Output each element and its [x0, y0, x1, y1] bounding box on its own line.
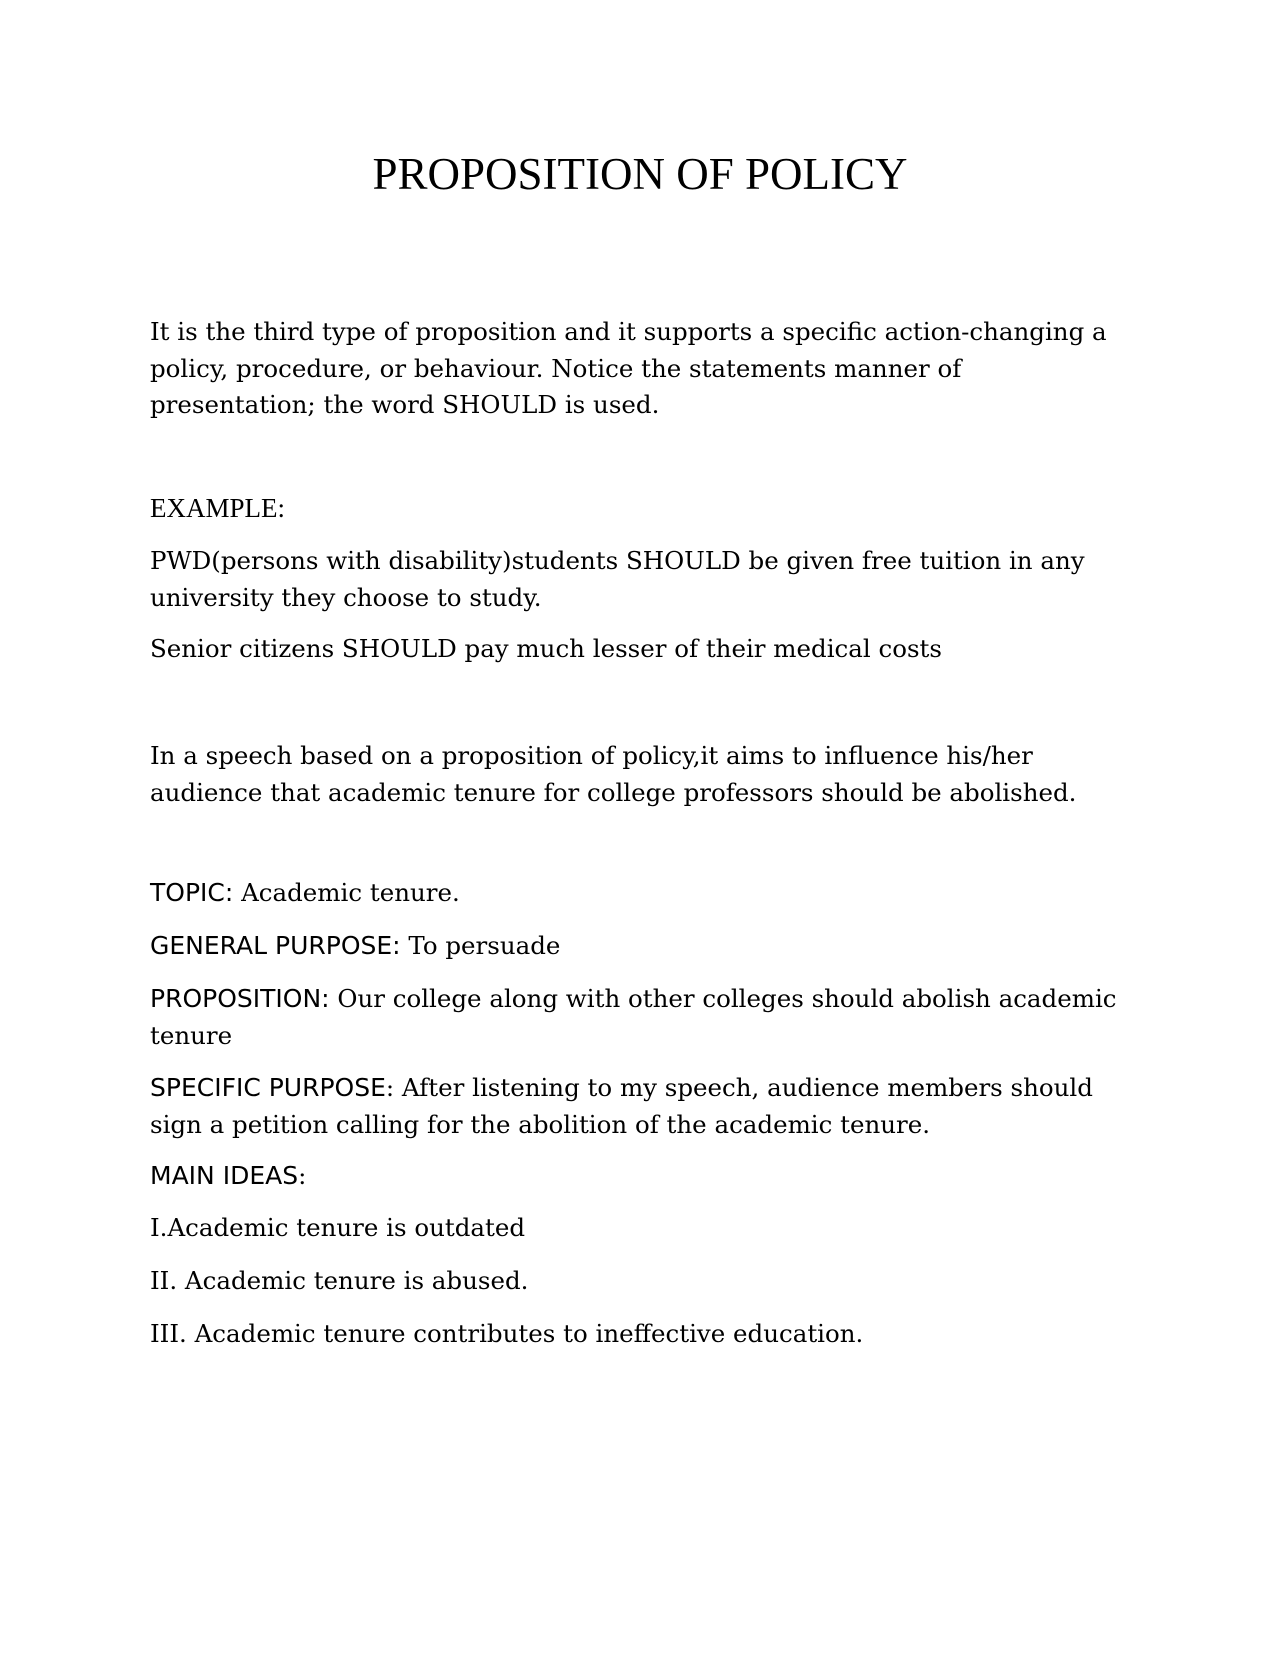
example-heading: EXAMPLE: — [150, 493, 285, 523]
topic-value: Academic tenure. — [233, 878, 460, 907]
example-item: Senior citizens SHOULD pay much lesser of their medical costs — [150, 634, 942, 663]
example-item: PWD(persons with disability)students SHOULD be given free tuition in any university they choose to study. — [150, 546, 1085, 612]
general-purpose-label: GENERAL PURPOSE: — [150, 931, 401, 960]
specific-purpose-value: : After listening to my speech, audience members should sign a petition calling for the abolition of the academic tenure. — [150, 1073, 1093, 1139]
general-purpose-value: To persuade — [400, 931, 561, 960]
main-idea-item: III. Academic tenure contributes to ineffective education. — [150, 1319, 864, 1348]
topic-line — [150, 875, 1130, 912]
topic-label: TOPIC: — [150, 878, 234, 907]
main-idea-item: I.Academic tenure is outdated — [150, 1213, 526, 1242]
proposition-line — [150, 981, 1130, 1054]
main-ideas-heading — [150, 1158, 1130, 1195]
specific-purpose-line — [150, 1070, 1130, 1143]
intro-paragraph: It is the third type of proposition and it supports a specific action-changing a policy, procedure, or behaviour. Notice the statements manner of presentation; the word SHOULD is used. — [150, 317, 1107, 419]
main-ideas-colon: : — [298, 1161, 307, 1190]
page-title: PROPOSITION OF POLICY — [372, 149, 908, 199]
specific-purpose-label: SPECIFIC PURPOSE — [150, 1073, 386, 1102]
main-ideas-label: MAIN IDEAS — [150, 1161, 299, 1190]
proposition-label: PROPOSITION: — [150, 984, 330, 1013]
proposition-value: Our college along with other colleges should abolish academic tenure — [150, 984, 1117, 1050]
speech-paragraph: In a speech based on a proposition of policy,it aims to influence his/her audience that academic tenure for college professors should be abolished. — [150, 741, 1077, 807]
general-purpose-line — [150, 928, 1130, 965]
main-idea-item: II. Academic tenure is abused. — [150, 1266, 529, 1295]
